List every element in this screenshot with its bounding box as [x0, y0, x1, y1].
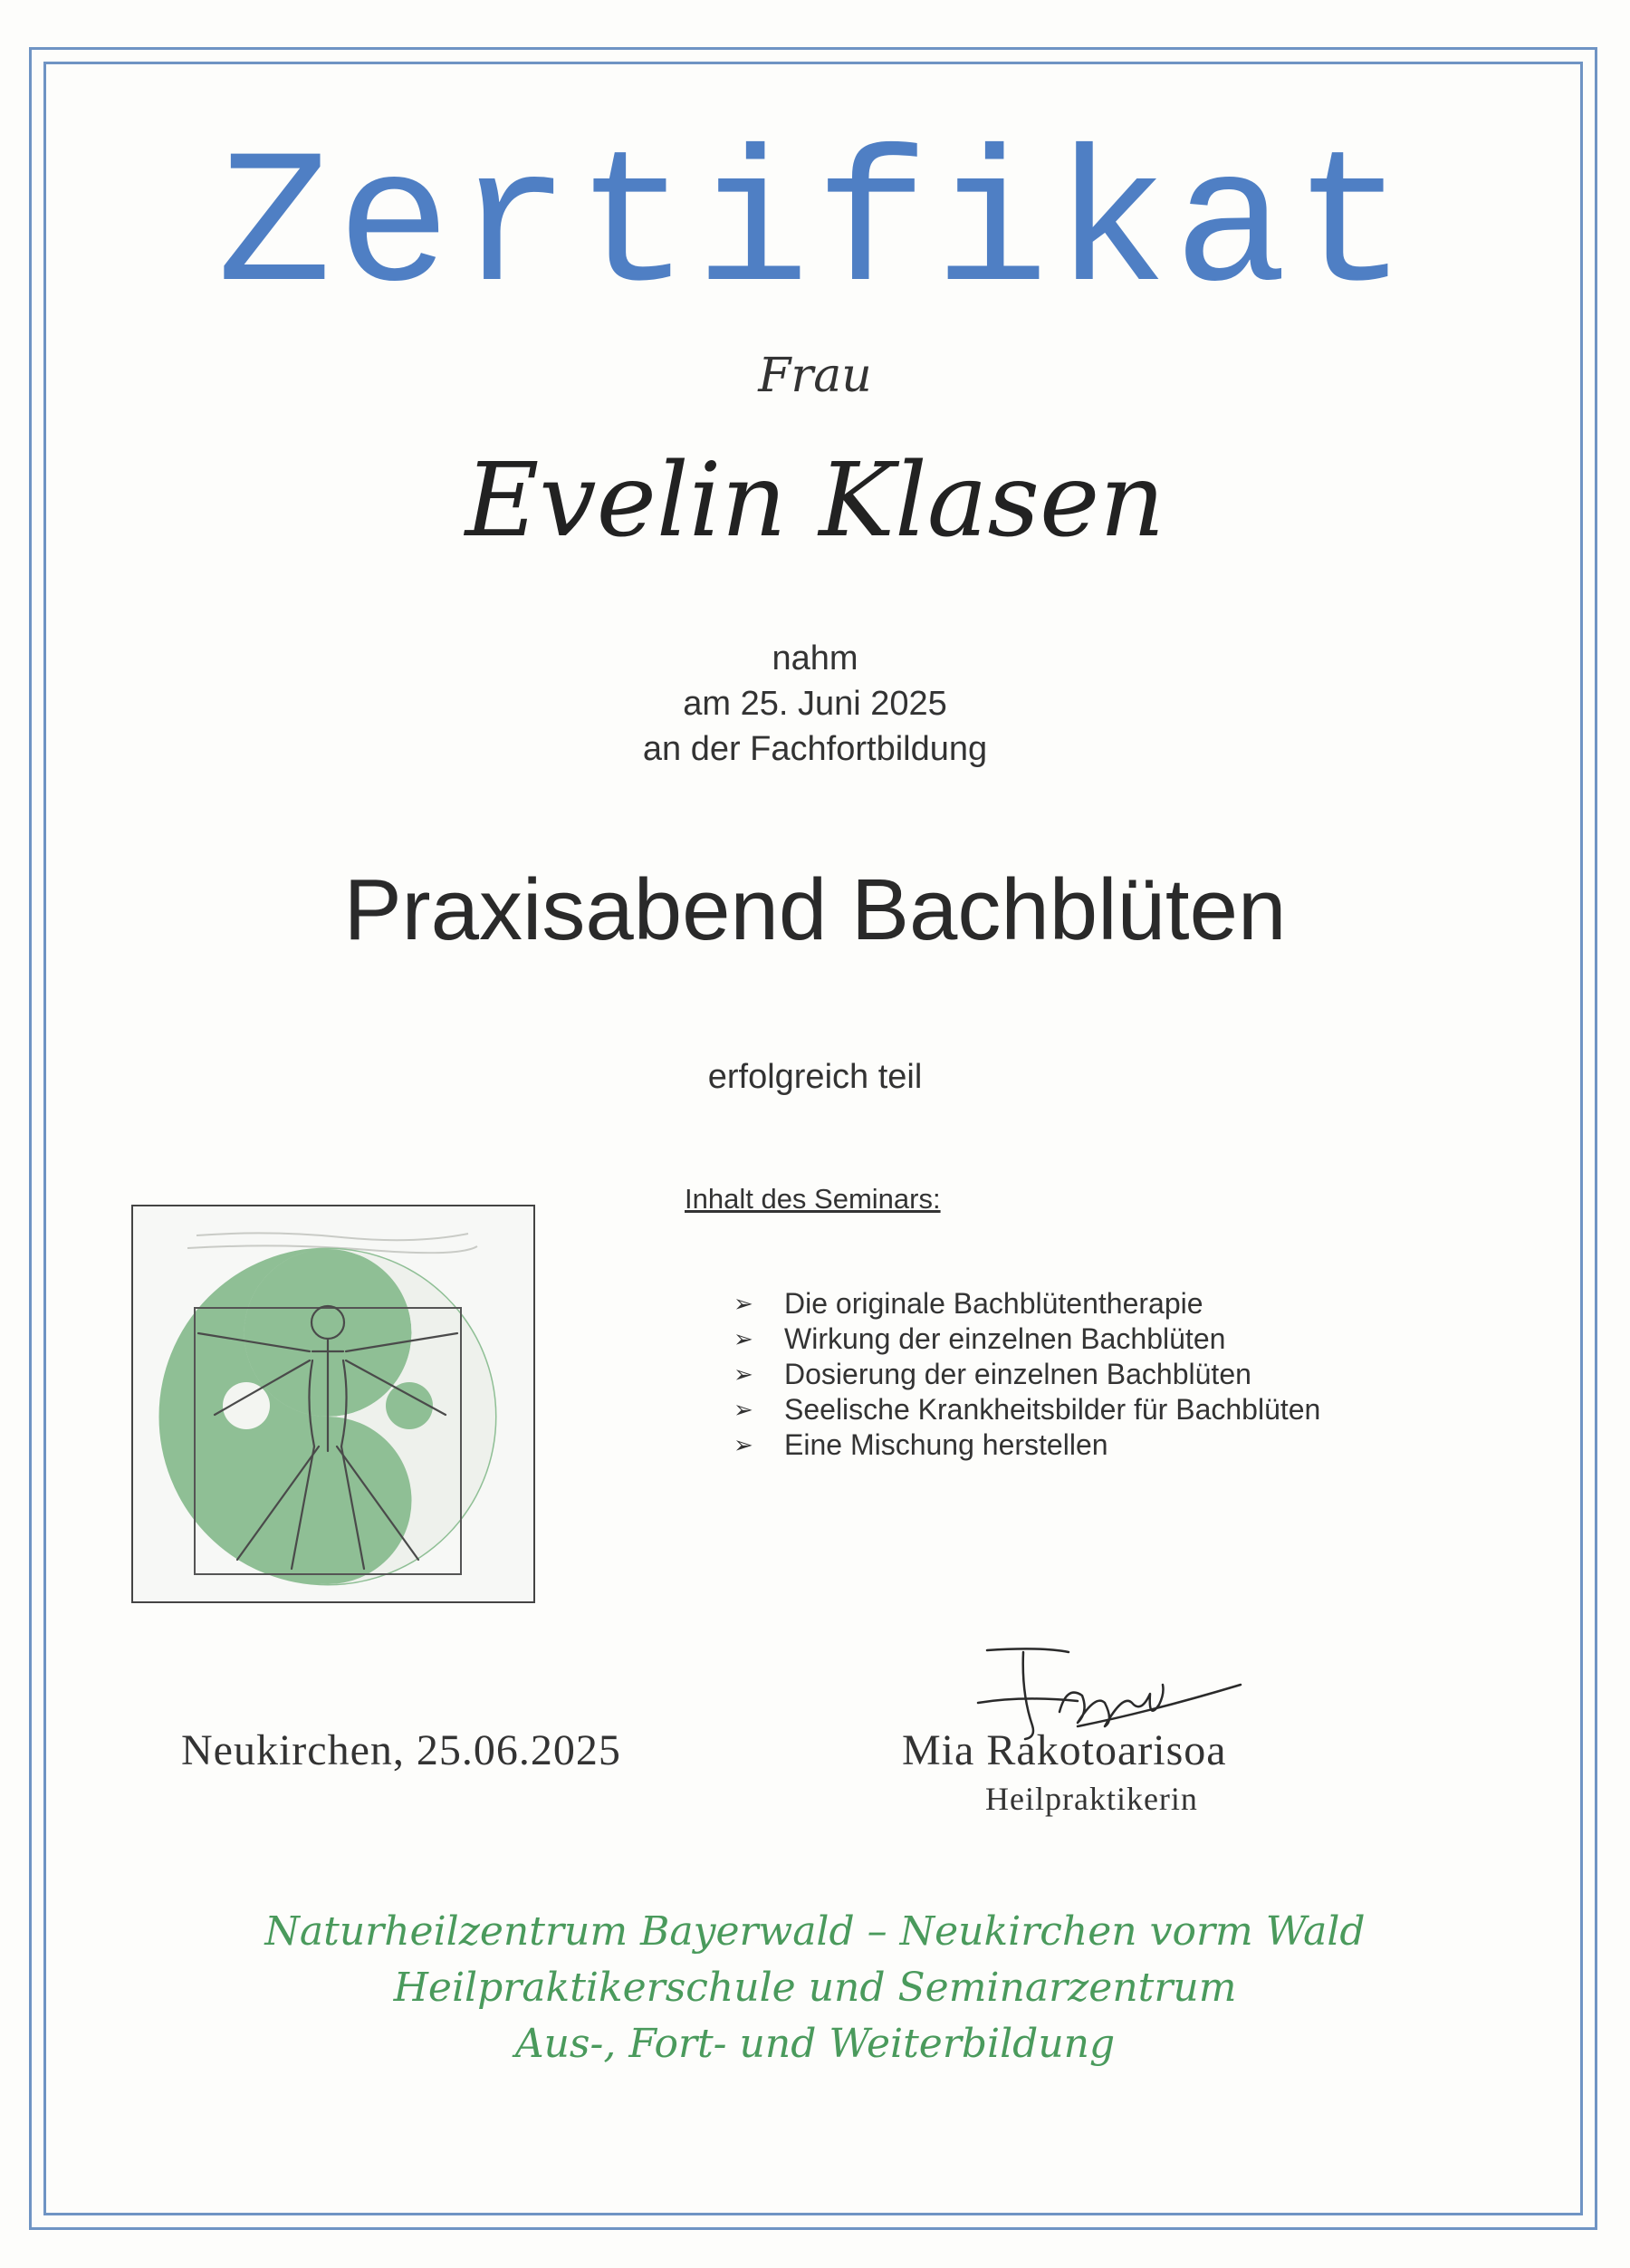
topic-text: Seelische Krankheitsbilder für Bachblüten — [784, 1393, 1321, 1426]
arrow-bullet-icon: ➢ — [734, 1360, 753, 1388]
intro-line: nahm — [772, 639, 858, 678]
arrow-bullet-icon: ➢ — [734, 1290, 753, 1317]
footer-line: Naturheilzentrum Bayerwald – Neukirchen vorm Wald — [264, 1908, 1366, 1955]
intro-line: an der Fachfortbildung — [642, 730, 988, 768]
topic-text: Wirkung der einzelnen Bachblüten — [784, 1322, 1226, 1355]
salutation: Frau — [758, 349, 872, 403]
arrow-bullet-icon: ➢ — [734, 1396, 753, 1423]
topic-text: Eine Mischung herstellen — [784, 1428, 1108, 1461]
arrow-bullet-icon: ➢ — [734, 1431, 753, 1458]
certificate-title: Zertifikat — [216, 121, 1414, 337]
topic-text: Die originale Bachblütentherapie — [784, 1287, 1203, 1320]
list-item — [734, 1286, 1320, 1321]
place-and-date: Neukirchen, 25.06.2025 — [181, 1726, 621, 1774]
intro-line: am 25. Juni 2025 — [683, 685, 947, 723]
arrow-bullet-icon: ➢ — [734, 1325, 753, 1352]
footer-line: Heilpraktikerschule und Seminarzentrum — [393, 1965, 1237, 2011]
seminar-topic-list — [734, 1286, 1320, 1463]
recipient-name: Evelin Klasen — [465, 442, 1165, 560]
institution-footer — [0, 1904, 1630, 2072]
footer-line: Aus-, Fort- und Weiterbildung — [514, 2021, 1116, 2067]
list-item — [734, 1357, 1320, 1392]
seminar-content-heading: Inhalt des Seminars: — [685, 1183, 941, 1215]
list-item — [734, 1321, 1320, 1357]
course-title: Praxisabend Bachblüten — [343, 861, 1287, 958]
completion-text: erfolgreich teil — [707, 1058, 923, 1096]
list-item — [734, 1427, 1320, 1463]
signer-name: Mia Rakotoarisoa — [902, 1726, 1227, 1774]
topic-text: Dosierung der einzelnen Bachblüten — [784, 1358, 1251, 1390]
vitruvian-man-yin-yang-logo — [131, 1205, 535, 1603]
intro-text — [0, 636, 1630, 772]
list-item — [734, 1392, 1320, 1427]
signer-role: Heilpraktikerin — [985, 1781, 1198, 1817]
